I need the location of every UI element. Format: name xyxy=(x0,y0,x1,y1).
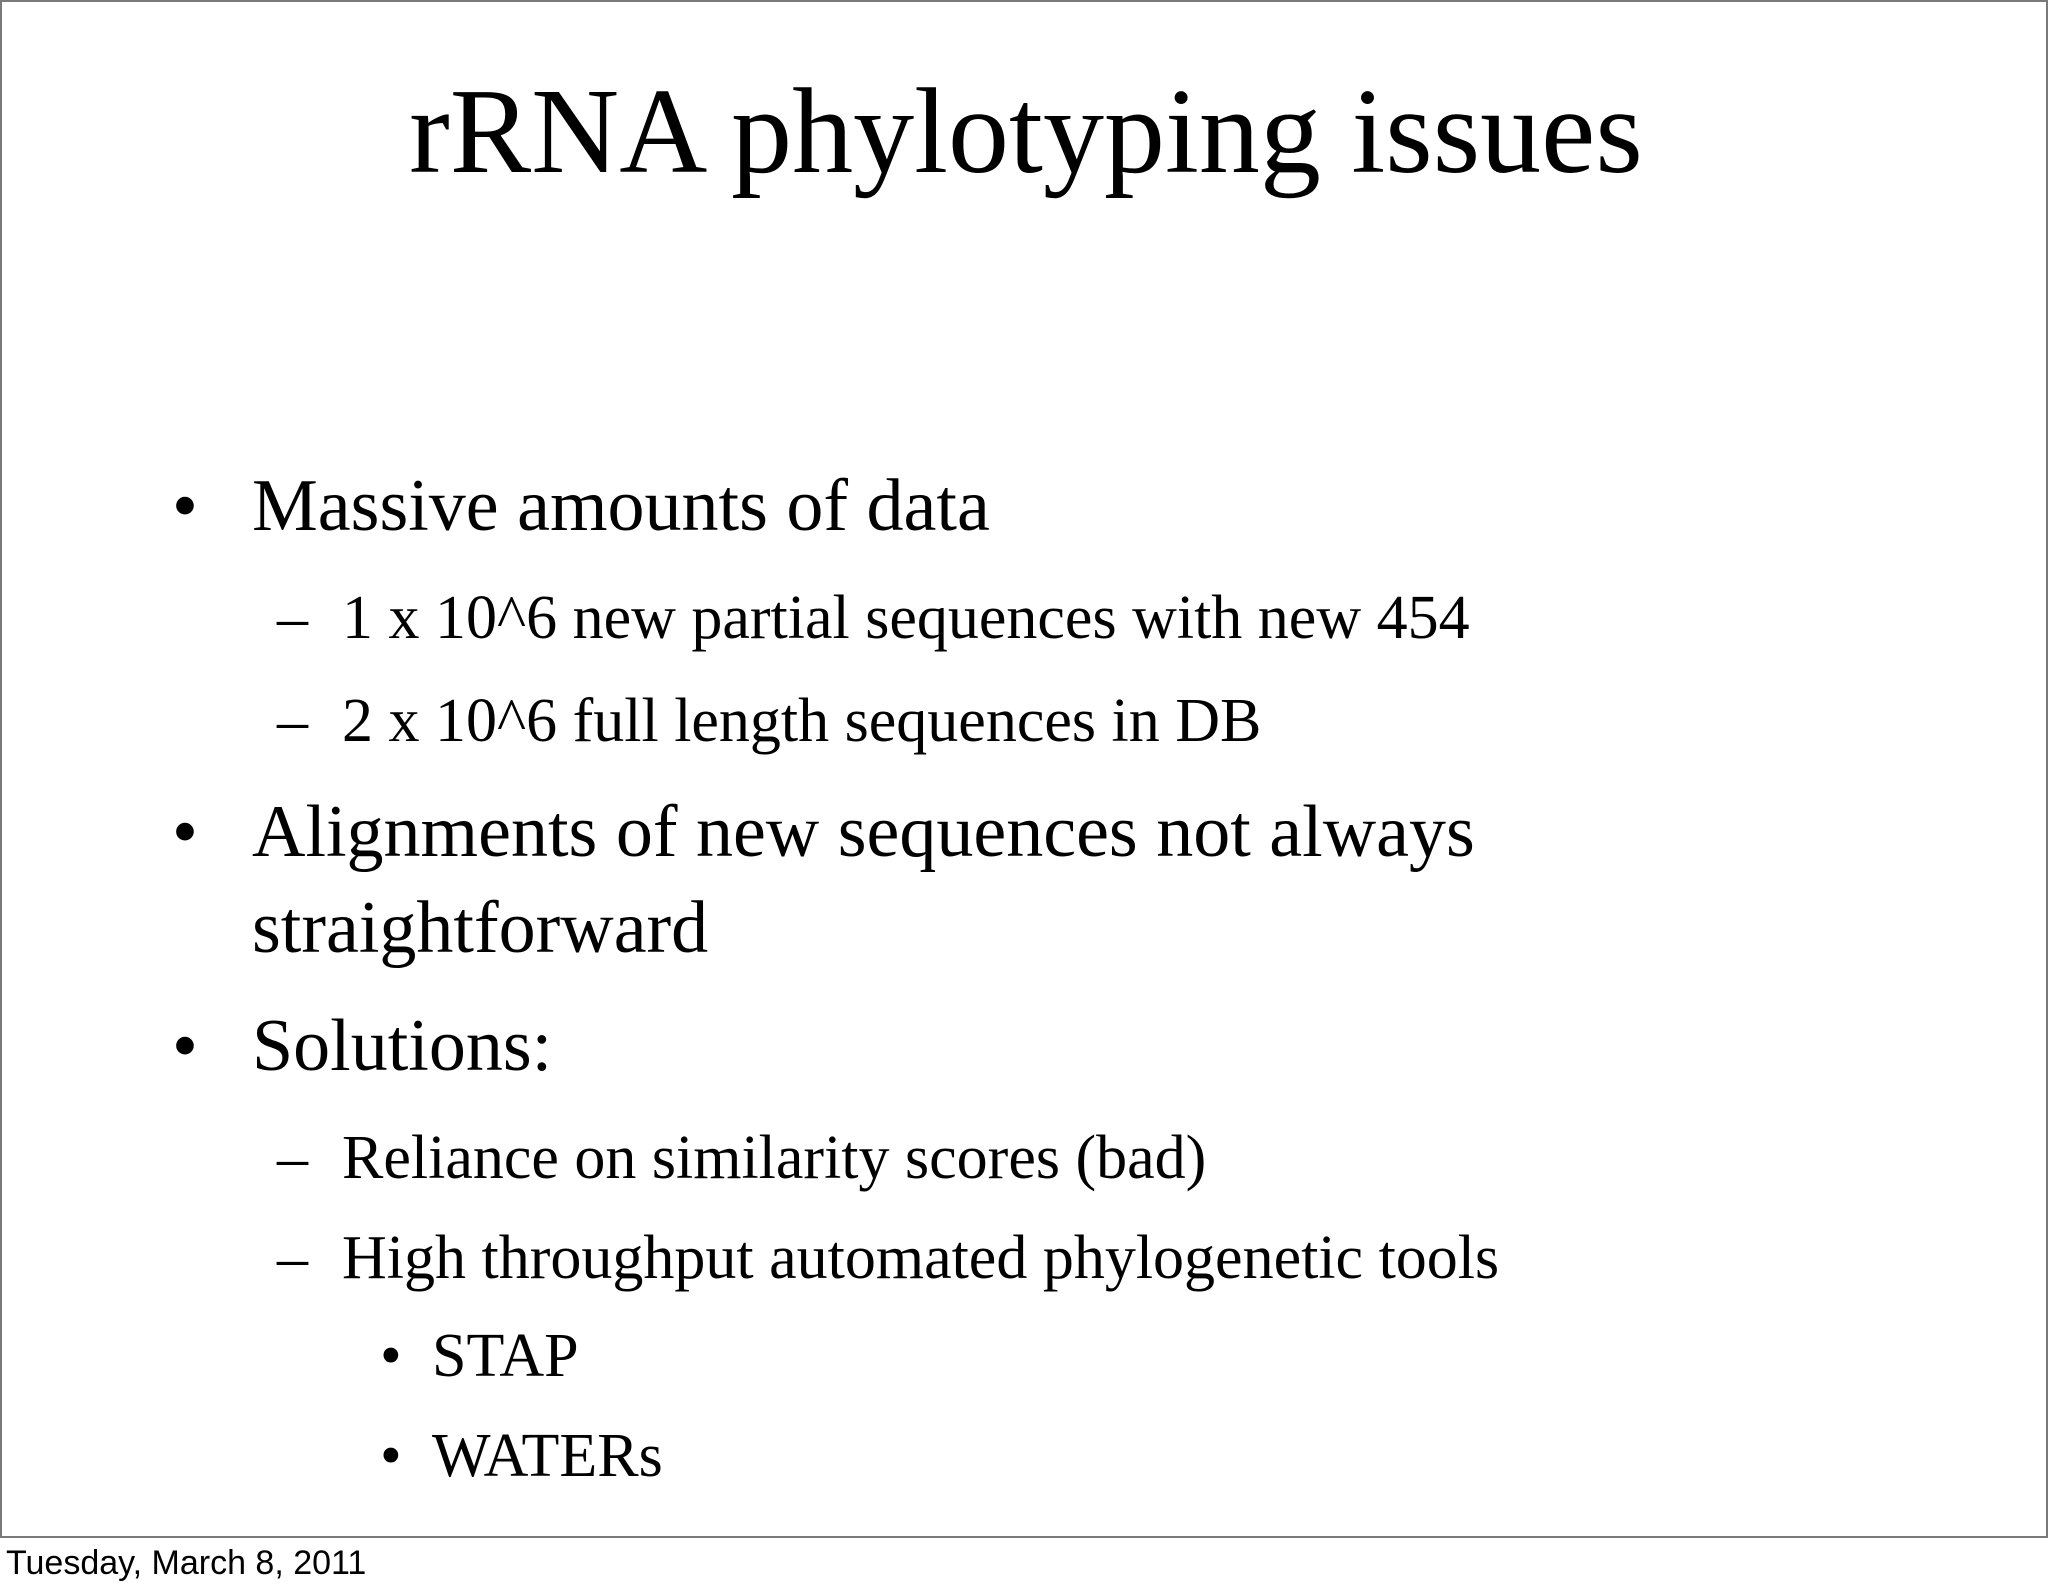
bullet-1-sub-2: 2 x 10^6 full length sequences in DB xyxy=(342,687,1262,755)
dash-marker: – xyxy=(277,1224,308,1292)
bullet-3-subsub-2: WATERs xyxy=(432,1422,663,1490)
bullet-marker: • xyxy=(172,791,198,873)
bullet-marker: • xyxy=(380,1422,402,1490)
footer-date: Tuesday, March 8, 2011 xyxy=(6,1544,367,1582)
bullet-3-text: Solutions: xyxy=(252,1005,553,1087)
bullet-marker: • xyxy=(172,465,198,547)
bullet-2-text-line-1: Alignments of new sequences not always xyxy=(252,791,1475,873)
bullet-1-text: Massive amounts of data xyxy=(252,465,990,547)
dash-marker: – xyxy=(277,1124,308,1192)
bullet-marker: • xyxy=(172,1005,198,1087)
bullet-1-sub-1: 1 x 10^6 new partial sequences with new 454 xyxy=(342,584,1470,652)
bullet-3-subsub-1: STAP xyxy=(432,1322,579,1390)
bullet-3-sub-2: High throughput automated phylogenetic tools xyxy=(342,1224,1500,1292)
dash-marker: – xyxy=(277,687,308,755)
bullet-2-text-line-2: straightforward xyxy=(252,887,709,969)
dash-marker: – xyxy=(277,584,308,652)
bullet-3-sub-1: Reliance on similarity scores (bad) xyxy=(342,1124,1207,1192)
slide-title: rRNA phylotyping issues xyxy=(409,64,1643,199)
bullet-marker: • xyxy=(380,1322,402,1390)
